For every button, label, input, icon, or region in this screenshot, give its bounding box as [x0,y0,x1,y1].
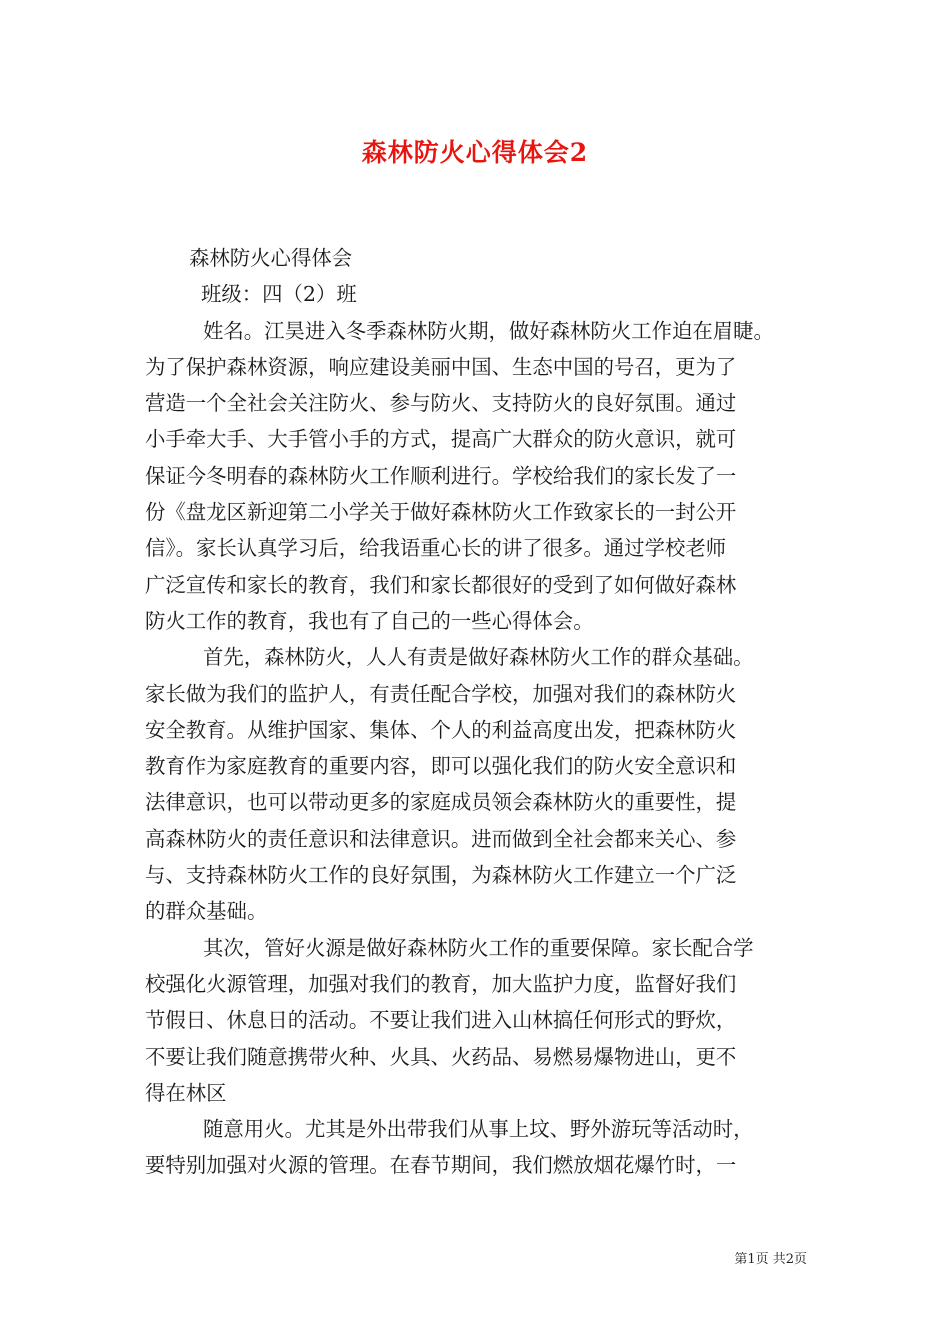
body-line: 高森林防火的责任意识和法律意识。进而做到全社会都来关心、参 [145,826,737,851]
body-line: 要特别加强对火源的管理。在春节期间，我们燃放烟花爆竹时，一 [145,1153,737,1178]
body-line: 其次，管好火源是做好森林防火工作的重要保障。家长配合学 [203,935,754,960]
body-line: 随意用火。尤其是外出带我们从事上坟、野外游玩等活动时， [203,1117,754,1142]
body-line: 得在林区 [145,1080,227,1105]
body-line: 节假日、休息日的活动。不要让我们进入山林搞任何形式的野炊， [145,1008,737,1033]
body-line: 班级：四（2）班 [201,282,357,307]
body-line: 安全教育。从维护国家、集体、个人的利益高度出发，把森林防火 [145,717,737,742]
body-line: 的群众基础。 [145,899,268,924]
body-line: 份《盘龙区新迎第二小学关于做好森林防火工作致家长的一封公开 [145,500,737,525]
body-line: 与、支持森林防火工作的良好氛围，为森林防火工作建立一个广泛 [145,863,737,888]
page-indicator: 第1页 共2页 [734,1252,807,1267]
document-title: 森林防火心得体会2 [361,138,589,167]
body-line: 小手牵大手、大手管小手的方式，提高广大群众的防火意识，就可 [145,427,737,452]
document-body [145,240,805,1184]
body-line: 不要让我们随意携带火种、火具、火药品、易燃易爆物进山，更不 [145,1044,737,1069]
body-line: 信》。家长认真学习后，给我语重心长的讲了很多。通过学校老师 [145,536,727,561]
body-line: 为了保护森林资源，响应建设美丽中国、生态中国的号召，更为了 [145,354,737,379]
body-line: 教育作为家庭教育的重要内容，即可以强化我们的防火安全意识和 [145,754,737,779]
body-line: 法律意识，也可以带动更多的家庭成员领会森林防火的重要性，提 [145,790,737,815]
body-line: 家长做为我们的监护人，有责任配合学校，加强对我们的森林防火 [145,681,737,706]
body-line: 首先，森林防火，人人有责是做好森林防火工作的群众基础。 [203,645,754,670]
body-line: 防火工作的教育，我也有了自己的一些心得体会。 [145,608,594,633]
body-line: 校强化火源管理，加强对我们的教育，加大监护力度，监督好我们 [145,971,737,996]
body-line: 姓名。江昊进入冬季森林防火期，做好森林防火工作迫在眉睫。 [203,318,774,343]
body-line: 广泛宣传和家长的教育，我们和家长都很好的受到了如何做好森林 [145,572,737,597]
body-line: 营造一个全社会关注防火、参与防火、支持防火的良好氛围。通过 [145,391,737,416]
body-line: 森林防火心得体会 [189,246,353,270]
body-line: 保证今冬明春的森林防火工作顺利进行。学校给我们的家长发了一 [145,463,737,488]
